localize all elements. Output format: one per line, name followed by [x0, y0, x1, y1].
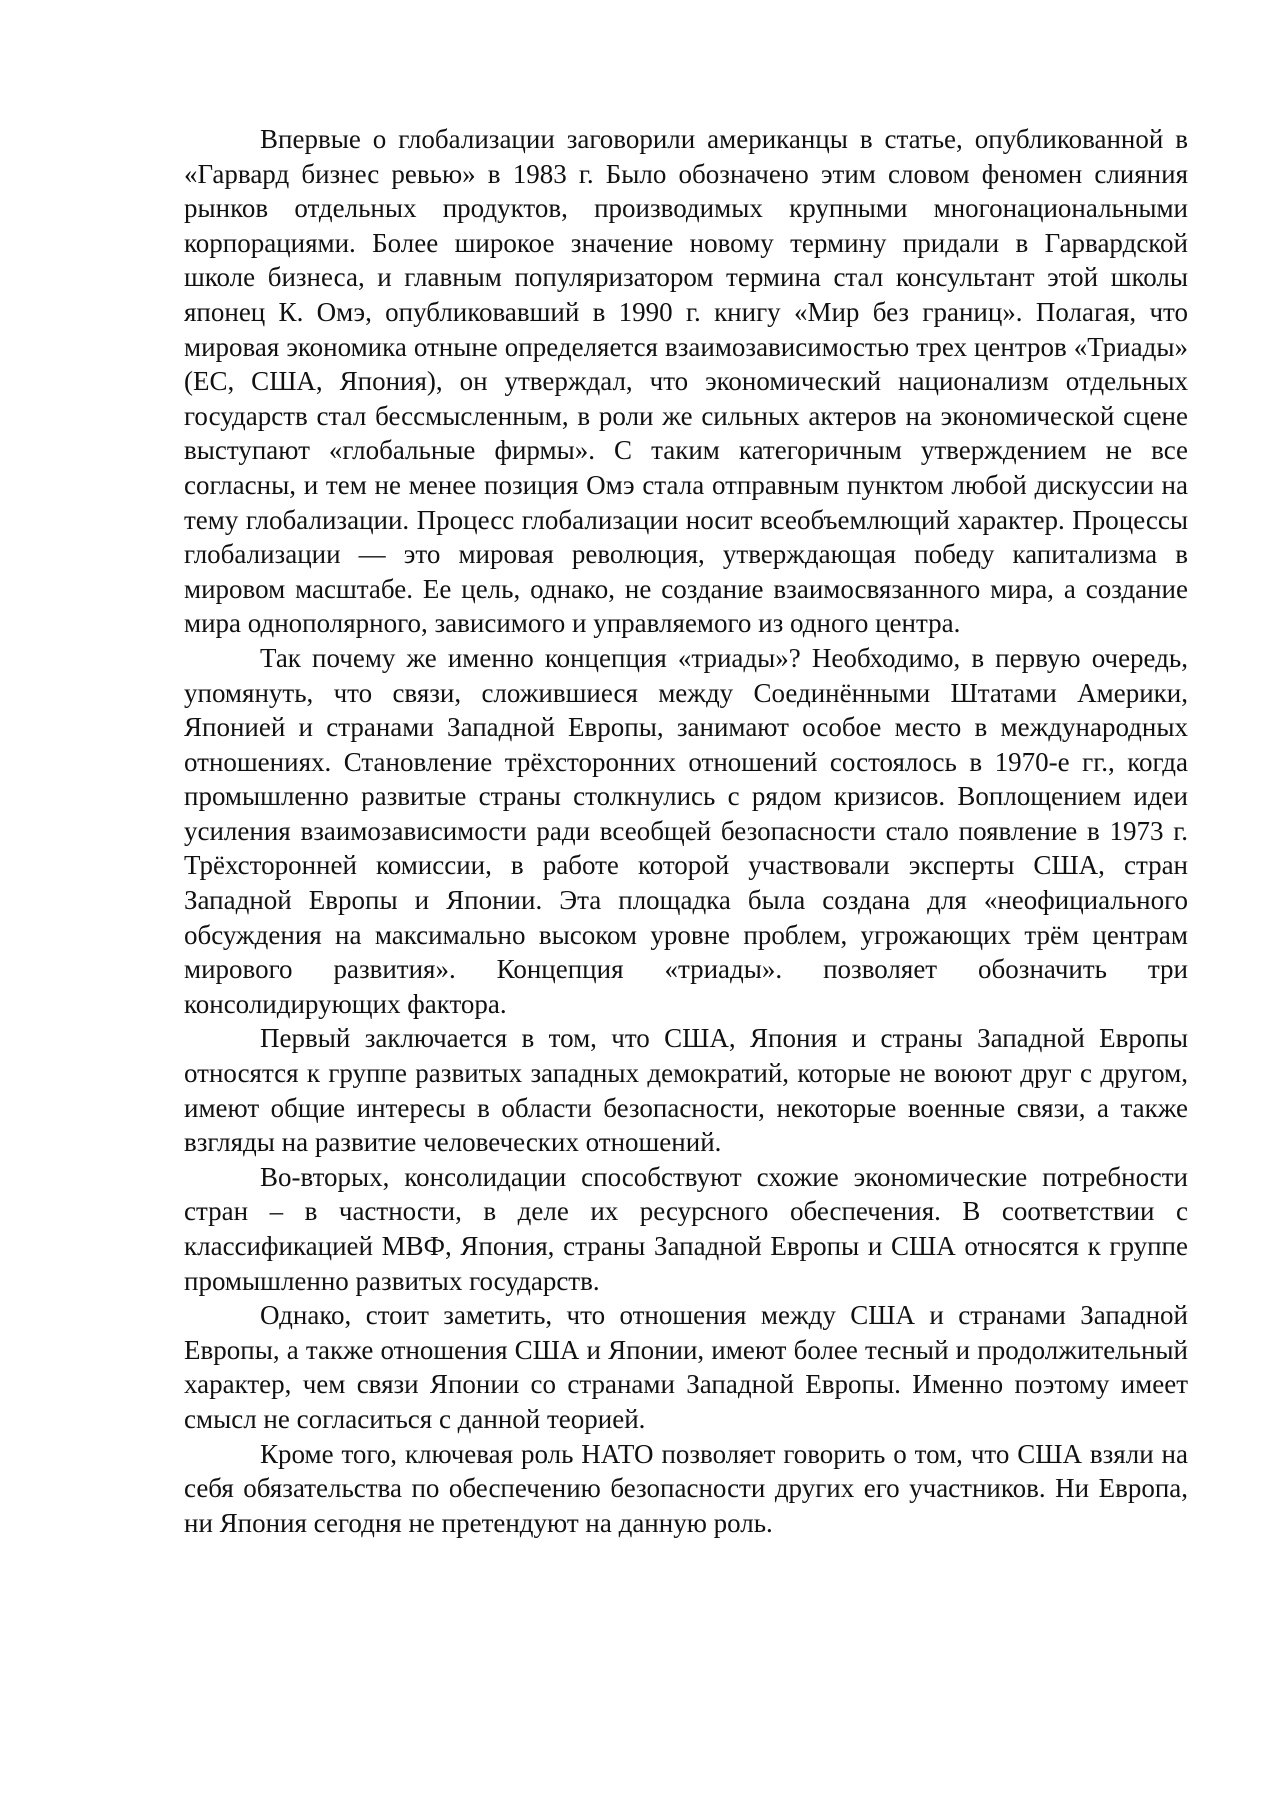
paragraph-nato-role: Кроме того, ключевая роль НАТО позволяет говорить о том, что США взяли на себя обязательства по обеспечению безопасности других его участников. Ни Европа, ни Япония сегодня не претендуют на данную роль.	[184, 1438, 1188, 1538]
paragraph-globalization-origin: Впервые о глобализации заговорили американцы в статье, опубликованной в «Гарвард бизнес ревью» в 1983 г. Было обозначено этим словом феномен слияния рынков отдельных продуктов, производимых крупными многонациональными корпорациями. Более широкое значение новому термину придали в Гарвардской школе бизнеса, и главным популяризатором термина стал консультант этой школы японец К. Омэ, опубликовавший в 1990 г. книгу «Мир без границ». Полагая, что мировая экономика отныне определяется взаимозависимостью трех центров «Триады» (ЕС, США, Япония), он утверждал, что экономический национализм отдельных государств стал бессмысленным, в роли же сильных актеров на экономической сцене выступают «глобальные фирмы». С таким категоричным утверждением не все согласны, и тем не менее позиция Омэ стала отправным пунктом любой дискуссии на тему глобализации. Процесс глобализации носит всеобъемлющий характер. Процессы глобализации — это мировая революция, утверждающая победу капитализма в мировом масштабе. Ее цель, однако, не создание взаимосвязанного мира, а создание мира однополярного, зависимого и управляемого из одного центра.	[184, 124, 1188, 639]
paragraph-triad-concept: Так почему же именно концепция «триады»? Необходимо, в первую очередь, упомянуть, что связи, сложившиеся между Соединёнными Штатами Америки, Японией и странами Западной Европы, занимают особое место в международных отношениях. Становление трёхсторонних отношений состоялось в 1970-е гг., когда промышленно развитые страны столкнулись с рядом кризисов. Воплощением идеи усиления взаимозависимости ради всеобщей безопасности стало появление в 1973 г. Трёхсторонней комиссии, в работе которой участвовали эксперты США, стран Западной Европы и Японии. Эта площадка была создана для «неофициального обсуждения на максимально высоком уровне проблем, угрожающих трём центрам мирового развития». Концепция «триады». позволяет обозначить три консолидирующих фактора.	[184, 642, 1188, 1019]
paragraph-first-factor: Первый заключается в том, что США, Япония и страны Западной Европы относятся к группе развитых западных демократий, которые не воюют друг с другом, имеют общие интересы в области безопасности, некоторые военные связи, а также взгляды на развитие человеческих отношений.	[184, 1023, 1188, 1158]
paragraph-counterargument: Однако, стоит заметить, что отношения между США и странами Западной Европы, а также отношения США и Японии, имеют более тесный и продолжительный характер, чем связи Японии со странами Западной Европы. Именно поэтому имеет смысл не согласиться с данной теорией.	[184, 1300, 1188, 1434]
paragraph-second-factor: Во-вторых, консолидации способствуют схожие экономические потребности стран – в частности, в деле их ресурсного обеспечения. В соответствии с классификацией МВФ, Япония, страны Западной Европы и США относятся к группе промышленно развитых государств.	[184, 1161, 1188, 1296]
document-body	[184, 122, 1188, 1540]
